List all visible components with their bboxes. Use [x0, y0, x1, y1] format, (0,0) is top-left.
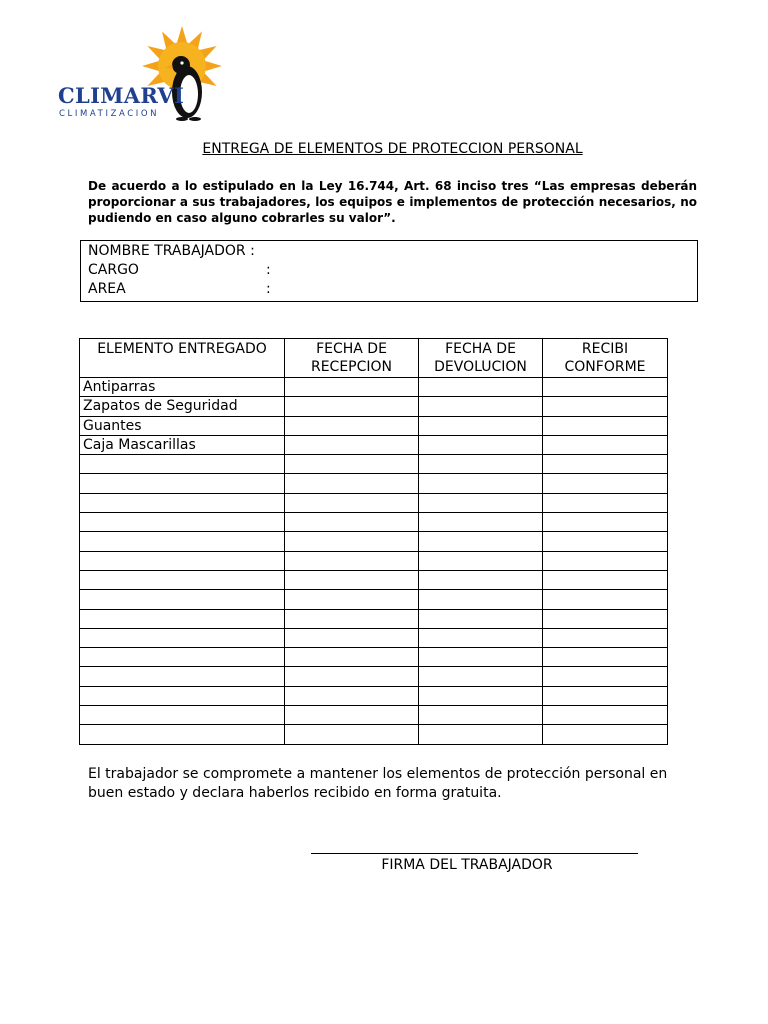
empty-cell: [419, 416, 543, 435]
empty-cell: [285, 686, 419, 705]
element-cell: [80, 551, 285, 570]
empty-cell: [419, 513, 543, 532]
element-cell: [80, 590, 285, 609]
table-row: [80, 725, 668, 744]
element-cell: [80, 532, 285, 551]
empty-cell: [543, 493, 668, 512]
empty-cell: [285, 609, 419, 628]
element-cell: Zapatos de Seguridad: [80, 397, 285, 416]
empty-cell: [419, 706, 543, 725]
element-cell: [80, 648, 285, 667]
worker-name-row: [88, 242, 255, 261]
empty-cell: [285, 551, 419, 570]
element-cell: [80, 706, 285, 725]
table-row: [80, 609, 668, 628]
empty-cell: [419, 667, 543, 686]
element-cell: Antiparras: [80, 378, 285, 397]
table-row: [80, 570, 668, 589]
table-row: [80, 455, 668, 474]
empty-cell: [419, 570, 543, 589]
worker-area-row: [88, 280, 271, 299]
empty-cell: [419, 628, 543, 647]
empty-cell: [285, 378, 419, 397]
header-recibi-conforme: RECIBI CONFORME: [543, 339, 668, 378]
header-fecha-recepcion: FECHA DE RECEPCION: [285, 339, 419, 378]
empty-cell: [419, 455, 543, 474]
table-row: [80, 628, 668, 647]
table-row: [80, 397, 668, 416]
empty-cell: [543, 609, 668, 628]
empty-cell: [543, 686, 668, 705]
element-cell: [80, 667, 285, 686]
empty-cell: [419, 609, 543, 628]
table-row: [80, 532, 668, 551]
table-row: [80, 513, 668, 532]
empty-cell: [543, 590, 668, 609]
empty-cell: [543, 667, 668, 686]
table-row: [80, 474, 668, 493]
colon: :: [266, 262, 271, 278]
table-body: [80, 378, 668, 745]
element-cell: [80, 725, 285, 744]
element-cell: Guantes: [80, 416, 285, 435]
commitment-text: El trabajador se compromete a mantener los elementos de protección personal en buen estado y declara haberlos recibido en forma gratuita.: [88, 766, 668, 801]
empty-cell: [543, 513, 668, 532]
empty-cell: [285, 513, 419, 532]
empty-cell: [285, 455, 419, 474]
legal-intro: De acuerdo a lo estipulado en la Ley 16.744, Art. 68 inciso tres “Las empresas deberán proporcionar a sus trabajadores, los equipos e implementos de protección necesarios, no pudiendo en caso alguno cobrarles su valor”.: [88, 179, 697, 225]
element-cell: [80, 570, 285, 589]
worker-cargo-row: [88, 261, 271, 280]
empty-cell: [543, 378, 668, 397]
ppe-table: [79, 338, 668, 745]
logo-subtitle: CLIMATIZACION: [59, 109, 160, 119]
empty-cell: [285, 725, 419, 744]
empty-cell: [543, 416, 668, 435]
signature-label: FIRMA DEL TRABAJADOR: [381, 857, 553, 873]
empty-cell: [285, 532, 419, 551]
empty-cell: [543, 648, 668, 667]
table-row: [80, 416, 668, 435]
worker-cargo-label: CARGO: [88, 262, 139, 278]
empty-cell: [419, 590, 543, 609]
element-cell: [80, 493, 285, 512]
header-elemento: ELEMENTO ENTREGADO: [80, 339, 285, 378]
empty-cell: [543, 532, 668, 551]
empty-cell: [419, 686, 543, 705]
empty-cell: [543, 455, 668, 474]
table-row: [80, 493, 668, 512]
element-cell: [80, 513, 285, 532]
empty-cell: [419, 474, 543, 493]
empty-cell: [419, 725, 543, 744]
page-title: ENTREGA DE ELEMENTOS DE PROTECCION PERSONAL: [202, 141, 583, 157]
empty-cell: [543, 397, 668, 416]
table-row: [80, 648, 668, 667]
header-fecha-devolucion: FECHA DE DEVOLUCION: [419, 339, 543, 378]
empty-cell: [543, 435, 668, 454]
empty-cell: [419, 532, 543, 551]
table-row: [80, 590, 668, 609]
empty-cell: [285, 435, 419, 454]
empty-cell: [285, 706, 419, 725]
empty-cell: [285, 628, 419, 647]
empty-cell: [285, 667, 419, 686]
worker-info-box: [80, 240, 698, 302]
company-logo: [56, 22, 226, 126]
empty-cell: [285, 493, 419, 512]
element-cell: Caja Mascarillas: [80, 435, 285, 454]
table-row: [80, 435, 668, 454]
empty-cell: [543, 551, 668, 570]
empty-cell: [285, 474, 419, 493]
table-row: [80, 551, 668, 570]
colon: :: [266, 281, 271, 297]
logo-name: CLIMARVI: [58, 83, 185, 108]
empty-cell: [543, 474, 668, 493]
empty-cell: [285, 570, 419, 589]
empty-cell: [419, 397, 543, 416]
empty-cell: [419, 648, 543, 667]
worker-area-label: AREA: [88, 281, 126, 297]
element-cell: [80, 609, 285, 628]
element-cell: [80, 455, 285, 474]
empty-cell: [285, 590, 419, 609]
table-row: [80, 686, 668, 705]
element-cell: [80, 628, 285, 647]
table-header-row: [80, 339, 668, 378]
empty-cell: [419, 551, 543, 570]
empty-cell: [285, 416, 419, 435]
table-row: [80, 667, 668, 686]
empty-cell: [285, 648, 419, 667]
empty-cell: [419, 435, 543, 454]
worker-name-label: NOMBRE TRABAJADOR :: [88, 243, 255, 259]
empty-cell: [419, 378, 543, 397]
table-row: [80, 706, 668, 725]
empty-cell: [285, 397, 419, 416]
empty-cell: [543, 570, 668, 589]
empty-cell: [543, 706, 668, 725]
empty-cell: [419, 493, 543, 512]
element-cell: [80, 686, 285, 705]
empty-cell: [543, 628, 668, 647]
signature-line: [311, 853, 638, 854]
empty-cell: [543, 725, 668, 744]
element-cell: [80, 474, 285, 493]
table-row: [80, 378, 668, 397]
